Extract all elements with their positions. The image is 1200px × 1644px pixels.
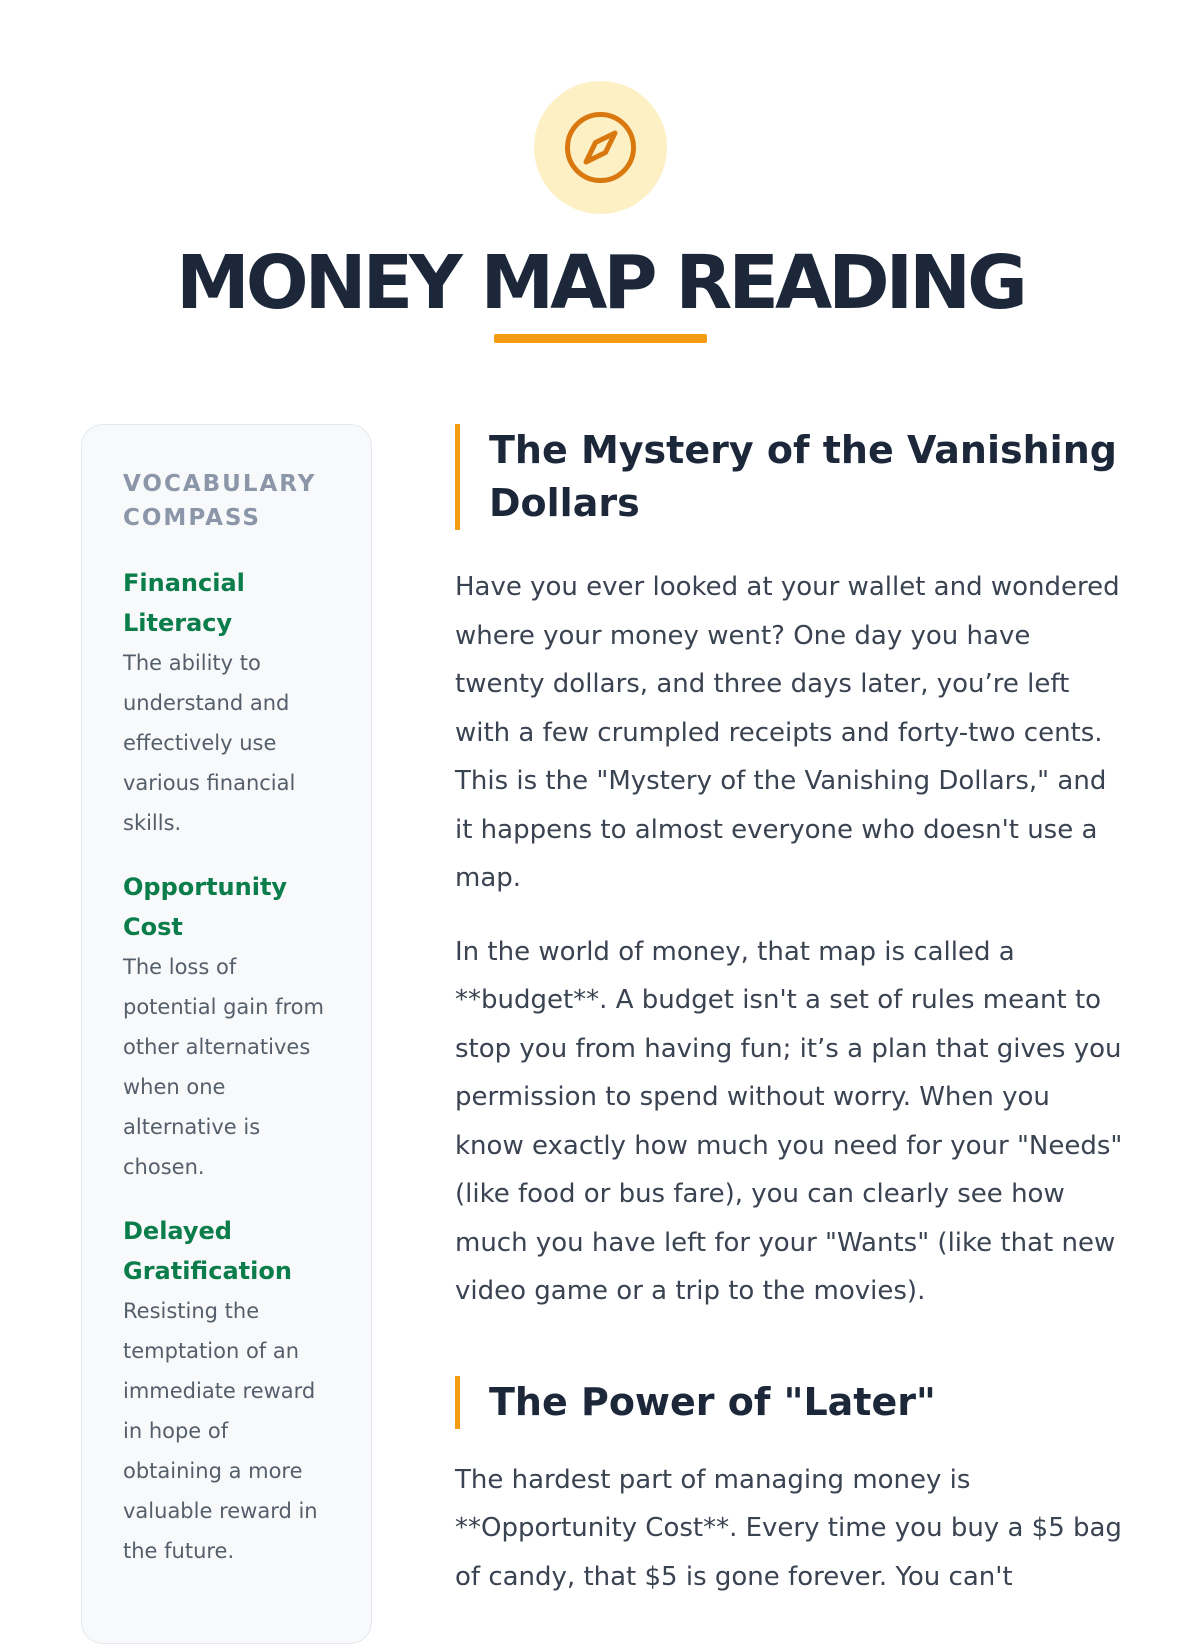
vocab-definition: Resisting the temptation of an immediate reward in hope of obtaining a more valuable reward in the future. [123,1299,318,1563]
vocab-item-opportunity-cost [123,867,333,1187]
vocab-term: Opportunity Cost [123,873,288,941]
section-heading-power-of-later: The Power of "Later" [455,1376,1125,1429]
title-underline [494,334,707,343]
compass-badge [534,81,667,214]
article-body [455,424,1125,1601]
sidebar-heading: VOCABULARY COMPASS [123,471,317,531]
page-title: MONEY MAP READING [176,240,1024,326]
page-header [0,0,1200,400]
paragraph: In the world of money, that map is called a **budget**. A budget isn't a set of rules meant to stop you from having fun; it’s a plan that gives you permission to spend without worry. When you know exactly how much you need for your "Needs" (like food or bus fare), you can clearly see how much you have left for your "Wants" (like that new video game or a trip to the movies). [455,936,1123,1306]
vocab-item-financial-literacy [123,563,333,843]
compass-icon [563,110,638,185]
vocabulary-sidebar [81,424,372,1644]
vocab-term: Financial Literacy [123,569,245,637]
section-heading-vanishing-dollars: The Mystery of the Vanishing Dollars [455,424,1125,530]
vocab-item-delayed-gratification [123,1211,333,1571]
vocab-definition: The ability to understand and effectively use various financial skills. [123,651,296,835]
vocab-term: Delayed Gratification [123,1217,292,1285]
paragraph: Have you ever looked at your wallet and wondered where your money went? One day you have twenty dollars, and three days later, you’re left with a few crumpled receipts and forty-two cents. This is the "Mystery of the Vanishing Dollars," and it happens to almost everyone who doesn't use a map. [455,572,1120,893]
paragraph: The hardest part of managing money is **Opportunity Cost**. Every time you buy a $5 bag of candy, that $5 is gone forever. You can't [455,1464,1122,1592]
vocab-definition: The loss of potential gain from other alternatives when one alternative is chosen. [123,955,324,1179]
